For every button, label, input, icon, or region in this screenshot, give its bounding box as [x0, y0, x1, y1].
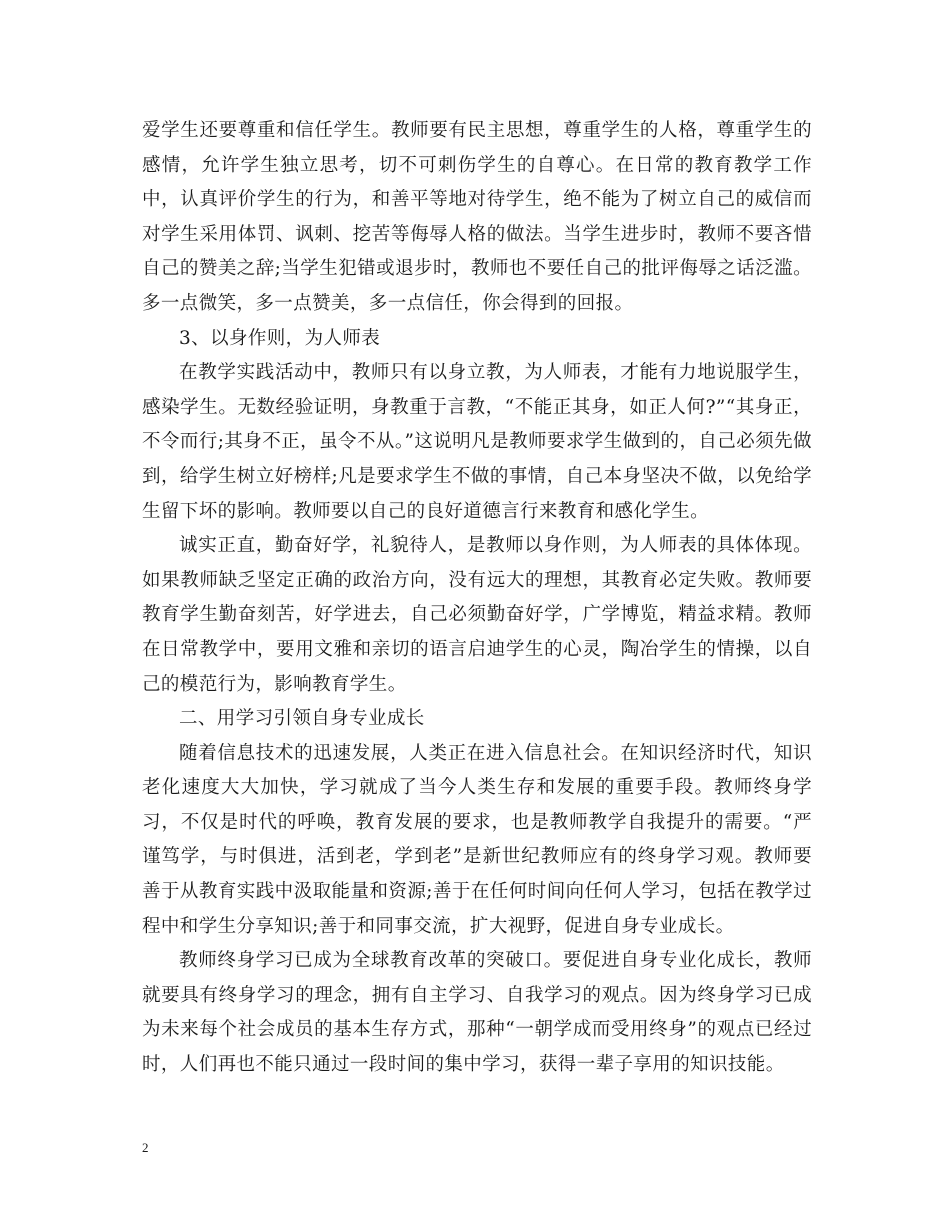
- page-body: [142, 114, 812, 1083]
- paragraph: 在教学实践活动中，教师只有以身立教，为人师表，才能有力地说服学生，感染学生。无数经验证明，身教重于言教，“不能正其身，如正人何?”“其身正，不令而行;其身不正，虽令不从。”这说明凡是教师要求学生做到的，自己必须先做到，给学生树立好榜样;凡是要求学生不做的事情，自己本身坚决不做，以免给学生留下坏的影响。教师要以自己的良好道德言行来教育和感化学生。: [142, 362, 812, 522]
- paragraph: 教师终身学习已成为全球教育改革的突破口。要促进自身专业化成长，教师就要具有终身学习的理念，拥有自主学习、自我学习的观点。因为终身学习已成为未来每个社会成员的基本生存方式，那种“一朝学成而受用终身”的观点已经过时，人们再也不能只通过一段时间的集中学习，获得一辈子享用的知识技能。: [142, 950, 812, 1076]
- paragraph: 诚实正直，勤奋好学，礼貌待人，是教师以身作则，为人师表的具体体现。如果教师缺乏坚定正确的政治方向，没有远大的理想，其教育必定失败。教师要教育学生勤奋刻苦，好学进去，自己必须勤奋好学，广学博览，精益求精。教师在日常教学中，要用文雅和亲切的语言启迪学生的心灵，陶冶学生的情操，以自己的模范行为，影响教育学生。: [142, 535, 812, 695]
- paragraph: 随着信息技术的迅速发展，人类正在进入信息社会。在知识经济时代，知识老化速度大大加快，学习就成了当今人类生存和发展的重要手段。教师终身学习，不仅是时代的呼唤，教育发展的要求，也是教师教学自我提升的需要。“严谨笃学，与时俱进，活到老，学到老”是新世纪教师应有的终身学习观。教师要善于从教育实践中汲取能量和资源;善于在任何时间向任何人学习，包括在教学过程中和学生分享知识;善于和同事交流，扩大视野，促进自身专业成长。: [142, 742, 812, 937]
- page-number: 2: [142, 1140, 149, 1155]
- paragraph: 爱学生还要尊重和信任学生。教师要有民主思想，尊重学生的人格，尊重学生的感情，允许学生独立思考，切不可刺伤学生的自尊心。在日常的教育教学工作中，认真评价学生的行为，和善平等地对待学生，绝不能为了树立自己的威信而对学生采用体罚、讽刺、挖苦等侮辱人格的做法。当学生进步时，教师不要吝惜自己的赞美之辞;当学生犯错或退步时，教师也不要任自己的批评侮辱之话泛滥。多一点微笑，多一点赞美，多一点信任，你会得到的回报。: [142, 120, 812, 314]
- section-heading: 二、用学习引领自身专业成长: [179, 708, 425, 730]
- section-heading: 3、以身作则，为人师表: [179, 327, 381, 349]
